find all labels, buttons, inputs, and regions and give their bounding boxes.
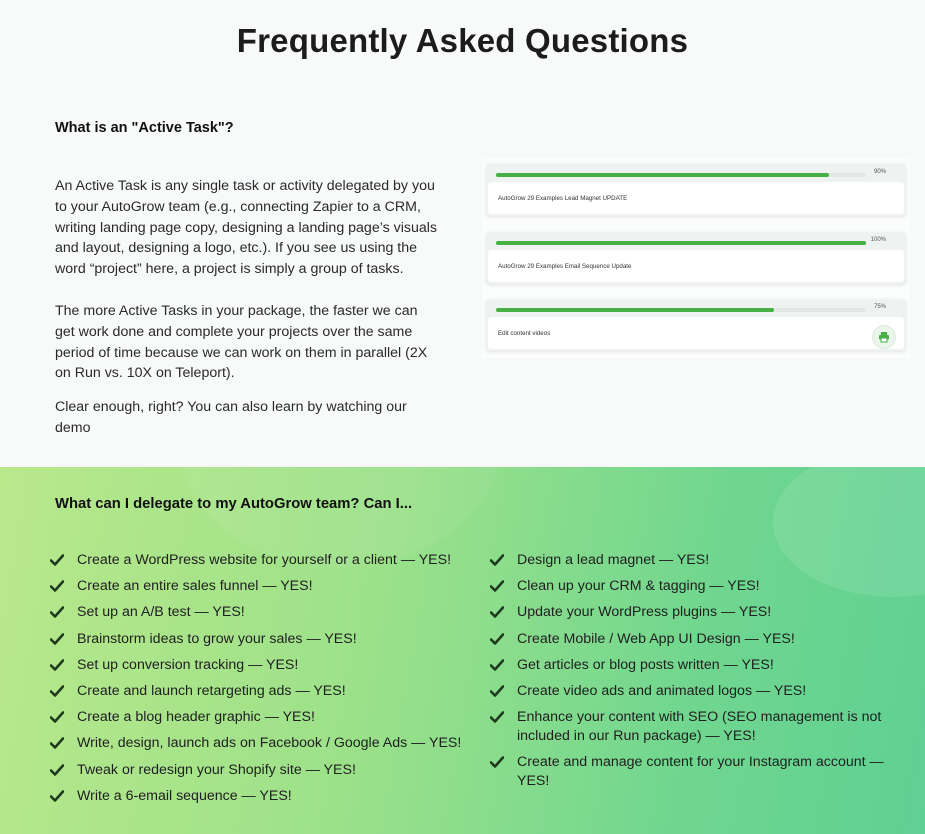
delegate-list-item [48,787,468,813]
check-icon [50,633,64,645]
delegate-item-text: Design a lead magnet — YES! [517,552,710,568]
delegate-list-item [488,577,888,596]
delegate-item-text: Create and manage content for your Instagram account — YES! [517,754,884,790]
task-card-body [488,182,904,214]
delegate-list-item [488,753,888,791]
delegate-list-item [48,682,468,708]
check-icon [50,764,64,776]
delegate-list-item [488,682,888,701]
task-card [486,232,906,284]
task-percent: 90% [873,169,886,175]
delegate-item-text: Tweak or redesign your Shopify site — YES! [77,761,356,778]
delegate-list-item [48,734,468,760]
check-icon [490,580,504,592]
task-card-body [488,317,904,349]
faq-answer-paragraph: Clear enough, right? You can also learn by watching our demo [55,399,407,436]
task-percent: 75% [873,304,886,310]
check-icon [50,790,64,802]
delegate-item-text: Set up conversion tracking — YES! [77,656,299,673]
task-progress-track [496,308,866,312]
delegate-list-item [48,708,468,734]
delegate-item-text: Create and launch retargeting ads — YES! [77,682,346,699]
check-icon [50,737,64,749]
faq-question-active-task: What is an "Active Task"? [55,120,234,136]
task-progress-track [496,241,866,245]
check-icon [490,685,504,697]
delegate-list-item [48,761,468,787]
delegate-item-text: Create an entire sales funnel — YES! [77,578,313,595]
delegate-item-text: Enhance your content with SEO (SEO management is not included in our Run package) — YES! [517,709,882,745]
task-progress-track [496,173,866,177]
task-name: AutoGrow 29 Examples Lead Magnet UPDATE [498,195,628,202]
task-progress-bar [496,173,829,177]
faq-delegate-section [0,467,925,834]
delegate-list-item [48,630,468,656]
delegate-list-item [48,603,468,629]
task-card-body [488,250,904,282]
delegate-item-text: Create Mobile / Web App UI Design — YES! [517,630,795,647]
delegate-item-text: Update your WordPress plugins — YES! [517,604,772,621]
delegate-item-text: Write a 6-email sequence — YES! [77,787,292,804]
check-icon [490,606,504,618]
check-icon [490,659,504,671]
check-icon [50,606,64,618]
task-progress-bar [496,241,866,245]
faq-question-delegate: What can I delegate to my AutoGrow team? Can I... [55,496,413,512]
check-icon [490,633,504,645]
check-icon [490,711,504,723]
check-icon [50,659,64,671]
faq-answer-paragraph: The more Active Tasks in your package, the faster we can get work done and complete your projects over the same period of time because we can work on them in parallel (2X on Run vs. 10X on Teleport). [55,303,428,382]
delegate-item-text: Create a WordPress website for yourself or a client — YES! [77,552,452,568]
delegate-list-item [488,708,888,746]
task-name: AutoGrow 29 Examples Email Sequence Update [498,263,632,270]
delegate-item-text: Get articles or blog posts written — YES! [517,656,774,673]
delegate-list-item [48,656,468,682]
delegate-list-item [48,551,468,577]
delegate-item-text: Set up an A/B test — YES! [77,604,245,621]
page-title: Frequently Asked Questions [236,22,689,59]
check-icon [50,580,64,592]
check-icon [50,685,64,697]
delegate-list-item [48,577,468,603]
task-progress-bar [496,308,774,312]
printer-icon[interactable] [872,325,896,349]
delegate-list-item [488,656,888,675]
delegate-list-item [488,630,888,649]
delegate-list-left [48,551,468,813]
check-icon [50,554,64,566]
task-preview-image [482,158,910,358]
delegate-item-text: Brainstorm ideas to grow your sales — YES! [77,630,357,647]
task-name: Edit content videos [498,330,551,337]
delegate-item-text: Write, design, launch ads on Facebook / Google Ads — YES! [77,735,462,752]
delegate-list-item [488,603,888,622]
task-card [486,299,906,351]
check-icon [490,756,504,768]
task-card [486,164,906,216]
delegate-item-text: Create video ads and animated logos — YES! [517,682,807,699]
check-icon [50,711,64,723]
faq-answer-paragraph: An Active Task is any single task or activity delegated by you to your AutoGrow team (e.g., connecting Zapier to a CRM, writing landing page copy, designing a landing page’s visuals and layout, designing a logo, etc.). If you see us using the word “project” here, a project is simply a group of tasks. [55,178,438,278]
task-percent: 100% [870,237,886,243]
delegate-list-item [488,551,888,570]
delegate-list-right [488,551,888,799]
delegate-item-text: Clean up your CRM & tagging — YES! [517,578,760,595]
check-icon [490,554,504,566]
delegate-item-text: Create a blog header graphic — YES! [77,709,315,726]
